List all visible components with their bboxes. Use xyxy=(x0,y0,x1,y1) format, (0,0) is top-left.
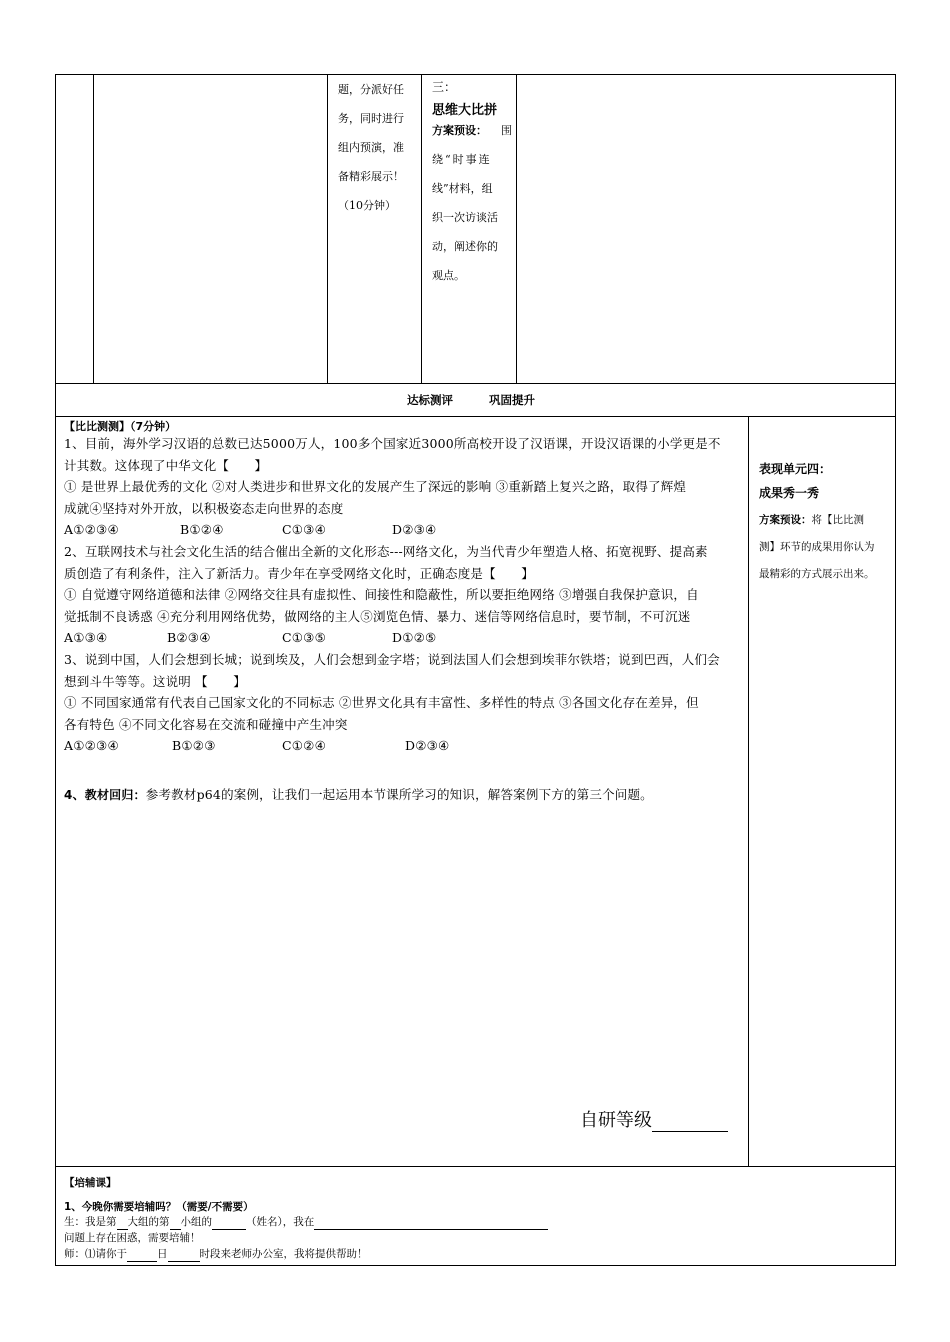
q1-line: 1、目前，海外学习汉语的总数已达5000万人，100多个国家近3000所高校开设了汉语课，开设汉语课的小学更是不 xyxy=(64,436,721,451)
group-number-blank[interactable] xyxy=(117,1217,128,1230)
teacher-mid-1: 日 xyxy=(157,1248,168,1260)
q2-line: 觉抵制不良诱惑 ④充分利用网络优势，做网络的主人⑤浏览色情、暴力、迷信等网络信息时，要节制，不可沉迷 xyxy=(64,608,691,624)
section-header-right: 巩固提升 xyxy=(489,393,535,407)
teacher-prefix: 师：⑴请你于 xyxy=(64,1248,127,1260)
name-blank[interactable] xyxy=(212,1217,246,1230)
col3-line: 组内预演，准 xyxy=(338,141,404,154)
top-table-col-divider-1 xyxy=(93,74,94,383)
q1-line: 成就④坚持对外开放，以积极姿态走向世界的态度 xyxy=(64,500,344,516)
time-slot-blank[interactable] xyxy=(168,1249,200,1262)
problem-blank[interactable] xyxy=(314,1217,548,1230)
student-line xyxy=(64,1215,548,1230)
top-table-col-divider-4 xyxy=(516,74,517,383)
teacher-mid-2: 时段来老师办公室，我将提供帮助！ xyxy=(199,1248,368,1260)
sidebar-label: 方案预设： xyxy=(759,514,812,526)
col4-line: 观点。 xyxy=(432,269,465,282)
q2-option-c: C①③⑤ xyxy=(282,630,326,646)
col3-line: 题，分派好任 xyxy=(338,83,404,96)
grade-label: 自研等级 xyxy=(580,1110,652,1131)
sidebar-line-1 xyxy=(759,507,893,534)
q1-option-a: A①②③④ xyxy=(64,522,119,538)
test-sidebar-divider xyxy=(748,416,749,1166)
student-prefix: 生：我是第 xyxy=(64,1216,117,1228)
q1-option-d: D②③④ xyxy=(392,522,437,538)
q3-options xyxy=(64,735,744,757)
day-blank[interactable] xyxy=(127,1249,157,1262)
tutoring-question: 1、今晚你需要培辅吗？（需要/不需要） xyxy=(64,1201,254,1213)
q4-label: 4、教材回归： xyxy=(64,788,146,802)
sidebar-text-block xyxy=(759,507,893,588)
q1-option-b: B①②④ xyxy=(180,522,224,538)
q3-line: ① 不同国家通常有代表自己国家文化的不同标志 ②世界文化具有丰富性、多样性的特点 ③各国文化存在差异，但 xyxy=(64,695,699,711)
q2-line: 质创造了有利条件，注入了新活力。青少年在享受网络文化时，正确态度是【 】 xyxy=(64,565,534,581)
col4-line-1 xyxy=(432,116,512,145)
q4-text: 参考教材p64的案例，让我们一起运用本节课所学习的知识，解答案例下方的第三个问题。 xyxy=(145,787,653,802)
q1-options xyxy=(64,519,744,541)
q4-line xyxy=(64,784,653,807)
col4-line: 线”材料，组 xyxy=(432,182,493,195)
section-header-left: 达标测评 xyxy=(407,393,453,407)
q3-option-c: C①②④ xyxy=(282,738,326,754)
col4-number: 三： xyxy=(432,80,457,94)
col3-line: （10分钟） xyxy=(338,199,396,212)
q3-option-b: B①②③ xyxy=(172,738,216,754)
sidebar-line: 将【比比测 xyxy=(811,514,864,526)
q1-option-c: C①③④ xyxy=(282,522,326,538)
grade-line xyxy=(580,1106,728,1132)
student-line-2: 问题上存在困惑，需要培辅！ xyxy=(64,1232,201,1244)
q3-line: 3、说到中国，人们会想到长城；说到埃及，人们会想到金字塔；说到法国人们会想到埃菲尔铁塔；说到巴西，人们会 xyxy=(64,651,720,667)
col3-text-block xyxy=(338,75,420,220)
q3-option-d: D②③④ xyxy=(405,738,450,754)
student-mid-2: 小组的 xyxy=(180,1216,212,1228)
q2-line: 2、互联网技术与社会文化生活的结合催出全新的文化形态---网络文化，为当代青少年塑造人格、拓宽视野、提高素 xyxy=(64,543,708,559)
q1-line: 计其数。这体现了中华文化【 】 xyxy=(64,457,268,473)
question-block xyxy=(64,433,744,757)
test-heading: 【比比测测】（7分钟） xyxy=(64,420,177,433)
top-table-col-divider-3 xyxy=(421,74,422,383)
col4-text-block xyxy=(432,116,512,290)
sidebar-title-1: 表现单元四： xyxy=(759,462,832,476)
col4-line: 绕“时事连 xyxy=(432,153,492,166)
sidebar-line: 测】环节的成果用你认为 xyxy=(759,541,875,553)
q3-line: 各有特色 ④不同文化容易在交流和碰撞中产生冲突 xyxy=(64,716,348,732)
q2-option-b: B②③④ xyxy=(167,630,211,646)
sidebar-line: 最精彩的方式展示出来。 xyxy=(759,568,875,580)
q2-option-d: D①②⑤ xyxy=(392,630,437,646)
q3-option-a: A①②③④ xyxy=(64,738,119,754)
grade-blank[interactable] xyxy=(652,1111,728,1132)
col4-label: 方案预设： xyxy=(432,124,487,137)
col3-line: 务，同时进行 xyxy=(338,112,404,125)
top-table-col-divider-2 xyxy=(327,74,328,383)
col4-title: 思维大比拼 xyxy=(432,103,498,118)
sidebar-title-2: 成果秀一秀 xyxy=(759,486,820,500)
col3-line: 备精彩展示！ xyxy=(338,170,404,183)
section-header-row xyxy=(55,383,896,417)
col4-line: 围 xyxy=(501,124,512,137)
q2-options xyxy=(64,627,744,649)
subgroup-number-blank[interactable] xyxy=(170,1217,181,1230)
q3-line: 想到斗牛等等。这说明 【 】 xyxy=(64,673,246,689)
teacher-line xyxy=(64,1247,368,1262)
q1-line: ① 是世界上最优秀的文化 ②对人类进步和世界文化的发展产生了深远的影响 ③重新踏上复兴之路，取得了辉煌 xyxy=(64,479,687,495)
tutoring-heading: 【培辅课】 xyxy=(64,1177,117,1189)
student-mid-3: （姓名），我在 xyxy=(246,1216,315,1228)
student-mid-1: 大组的第 xyxy=(127,1216,170,1228)
q2-line: ① 自觉遵守网络道德和法律 ②网络交往具有虚拟性、间接性和隐蔽性，所以要拒绝网络 ③增强自我保护意识，自 xyxy=(64,587,699,603)
q2-option-a: A①③④ xyxy=(64,630,108,646)
col4-line: 织一次访谈活 xyxy=(432,211,498,224)
col4-line: 动，阐述你的 xyxy=(432,240,498,253)
